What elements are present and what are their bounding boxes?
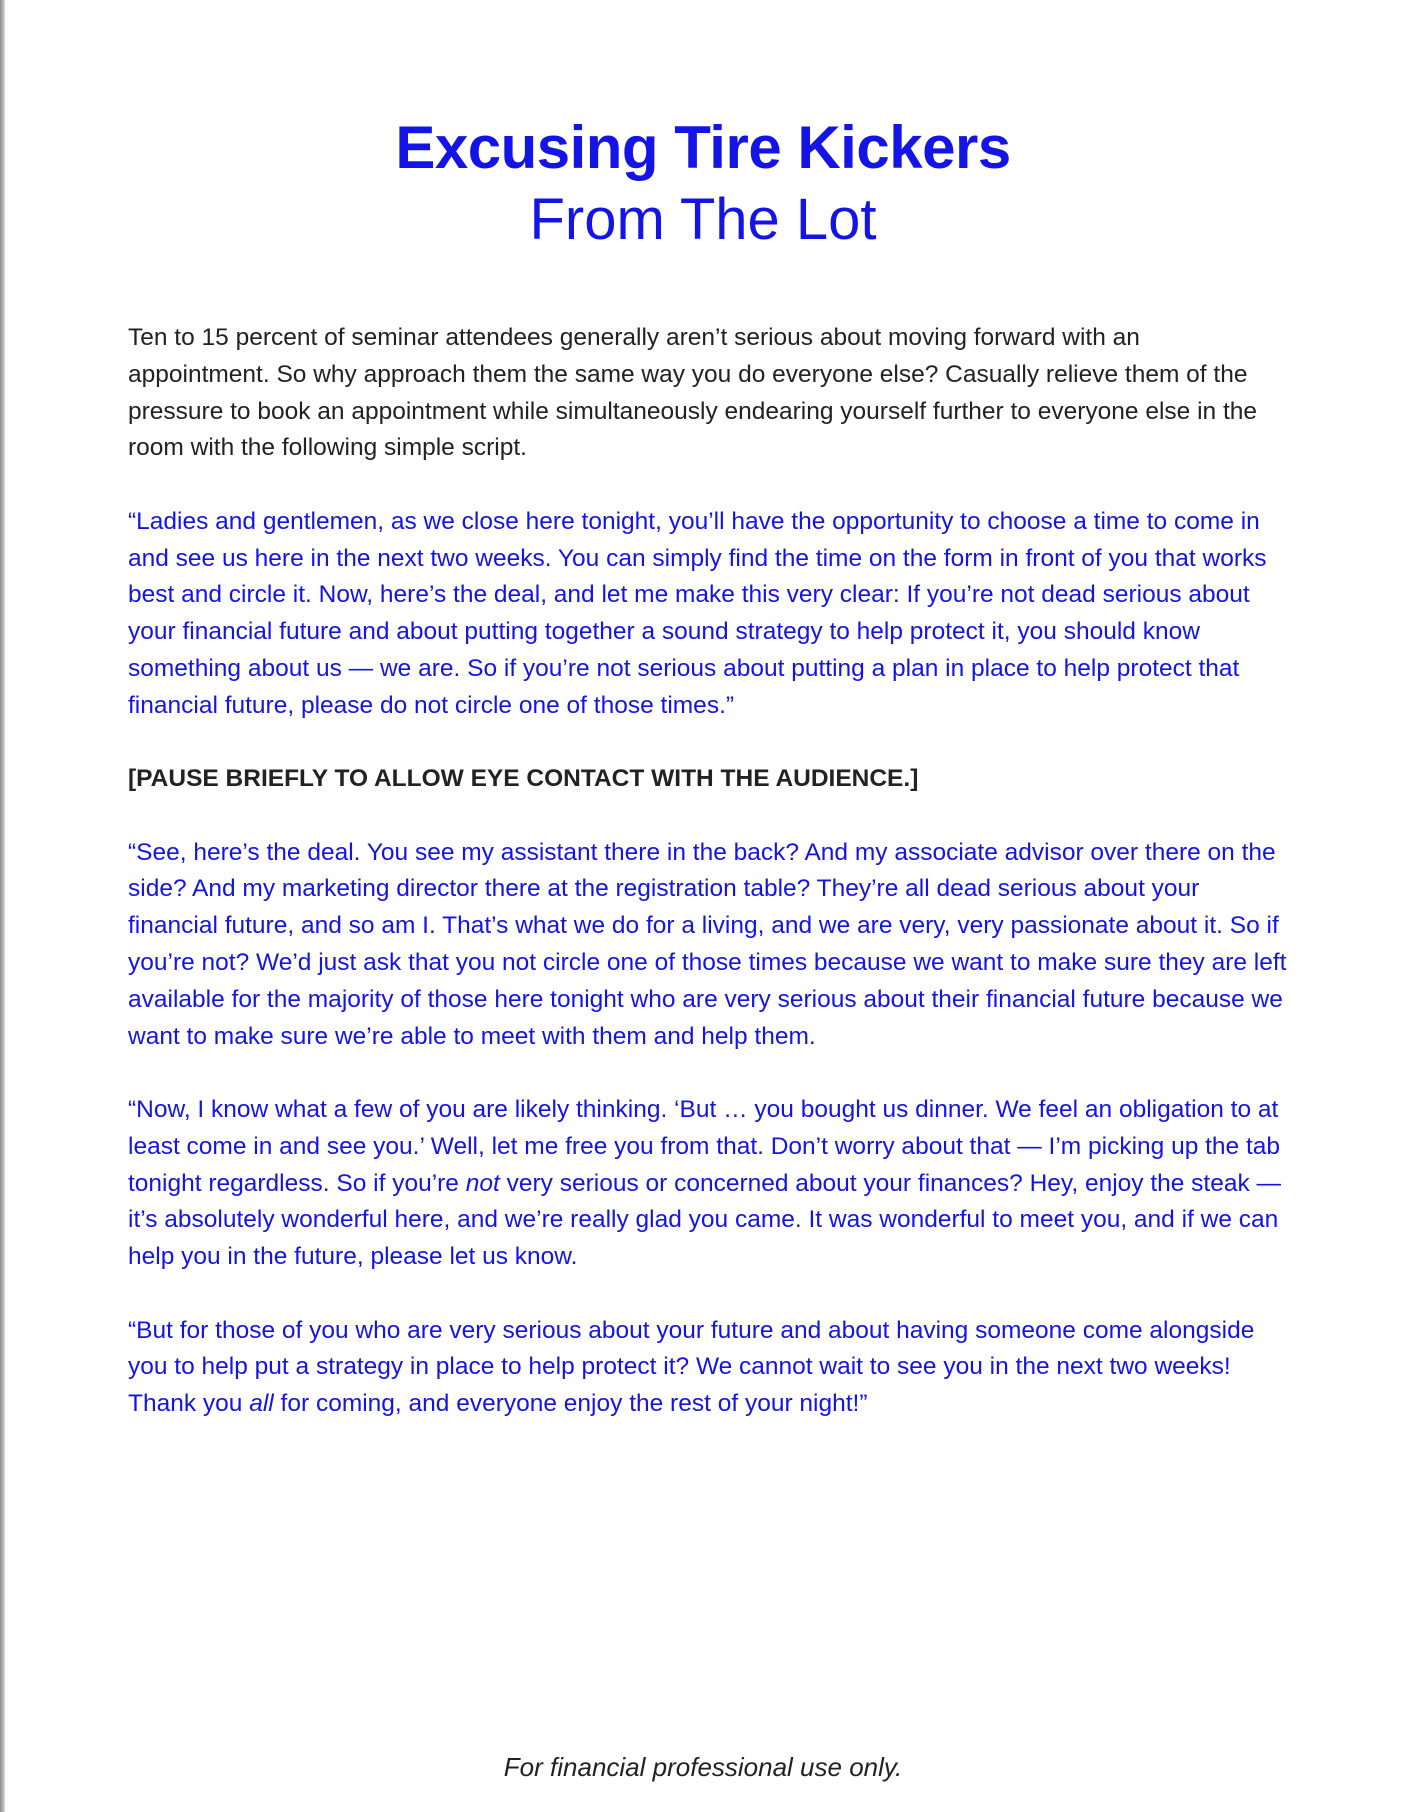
emphasis-all: all [249,1390,274,1418]
body-text [128,320,1288,1459]
intro-paragraph: Ten to 15 percent of seminar attendees generally aren’t serious about moving forward with an appointment. So why approach them the same way you do everyone else? Casually relieve them of the pressure to book an appointment while simultaneously endearing yourself further to everyone else in the room with the following simple script. [128,324,1258,462]
page-title: Excusing Tire Kickers [395,114,1011,181]
script-paragraph-4-part-b: for coming, and everyone enjoy the rest of your night!” [273,1390,868,1418]
script-paragraph-4-part-a: “But for those of you who are very serious about your future and about having someone come alongside you to help put a strategy in place to help protect it? We cannot wait to see you in the next two weeks! Thank you [128,1316,1255,1418]
footer-disclaimer: For financial professional use only. [503,1752,903,1782]
script-paragraph-3-part-b: very serious or concerned about your finances? Hey, enjoy the steak — it’s absolutely wonderful here, and we’re really glad you came. It was wonderful to meet you, and if we can help you in the future, please let us know. [128,1169,1282,1271]
script-paragraph-4 [128,1313,1288,1423]
script-paragraph-3 [128,1092,1288,1276]
script-paragraph-2: “See, here’s the deal. You see my assistant there in the back? And my associate advisor over there on the side? And my marketing director there at the registration table? They’re all dead serious about your financial future, and so am I. That’s what we do for a living, and we are very, very passionate about it. So if you’re not? We’d just ask that you not circle one of those times because we want to make sure they are left available for the majority of those here tonight who are very serious about their financial future because we want to make sure we’re able to meet with them and help them. [128,838,1287,1050]
script-paragraph-1: “Ladies and gentlemen, as we close here tonight, you’ll have the opportunity to choose a time to come in and see us here in the next two weeks. You can simply find the time on the form in front of you that works best and circle it. Now, here’s the deal, and let me make this very clear: If you’re not dead serious about your financial future and about putting together a sound strategy to help protect it, you should know something about us — we are. So if you’re not serious about putting a plan in place to help protect that financial future, please do not circle one of those times.” [128,507,1267,719]
script-paragraph-3-part-a: “Now, I know what a few of you are likely thinking. ‘But … you bought us dinner. We feel an obligation to at least come in and see you.’ Well, let me free you from that. Don’t worry about that — I’m picking up the tab tonight regardless. So if you’re [128,1095,1281,1197]
stage-direction: [PAUSE BRIEFLY TO ALLOW EYE CONTACT WITH THE AUDIENCE.] [128,765,919,793]
title-block [0,112,1406,256]
page-subtitle: From The Lot [529,187,877,252]
emphasis-not: not [465,1169,500,1197]
